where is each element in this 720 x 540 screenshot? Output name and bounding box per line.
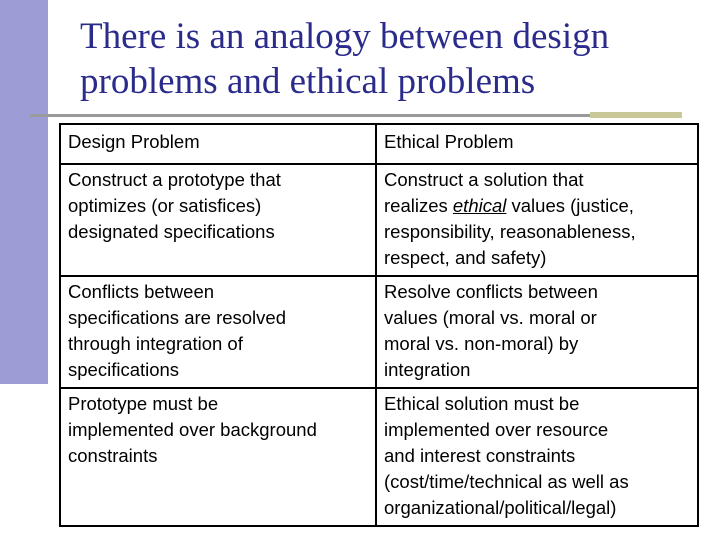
ethical-emphasis: ethical: [452, 195, 507, 216]
header-design-problem: Design Problem: [60, 124, 376, 164]
design-cell: Conflicts between specifications are resolved through integration of specifications: [60, 276, 376, 388]
ethical-cell: [376, 164, 698, 276]
header-ethical-problem: Ethical Problem: [376, 124, 698, 164]
design-cell: Construct a prototype that optimizes (or satisfices) designated specifications: [60, 164, 376, 276]
table-header-row: [60, 124, 698, 164]
slide-title: [80, 14, 609, 104]
title-line-1: There is an analogy between design: [80, 16, 610, 57]
design-cell: Prototype must be implemented over background constraints: [60, 388, 376, 526]
table-row: [60, 276, 698, 388]
ethical-cell: Ethical solution must be implemented over resource and interest constraints (cost/time/technical as well as organizational/political/legal): [376, 388, 698, 526]
title-divider: [30, 114, 682, 117]
ethical-cell: Resolve conflicts between values (moral vs. moral or moral vs. non-moral) by integration: [376, 276, 698, 388]
table-row: [60, 388, 698, 526]
ethical-text: Construct a solution that realizes: [384, 169, 584, 216]
title-line-2: problems and ethical problems: [80, 61, 536, 102]
analogy-table: [59, 123, 699, 527]
table-row: [60, 164, 698, 276]
title-divider-accent: [590, 112, 682, 118]
side-accent-bar: [0, 0, 48, 384]
ethical-text: values (justice, responsibility, reasonableness, respect, and safety): [384, 195, 636, 268]
